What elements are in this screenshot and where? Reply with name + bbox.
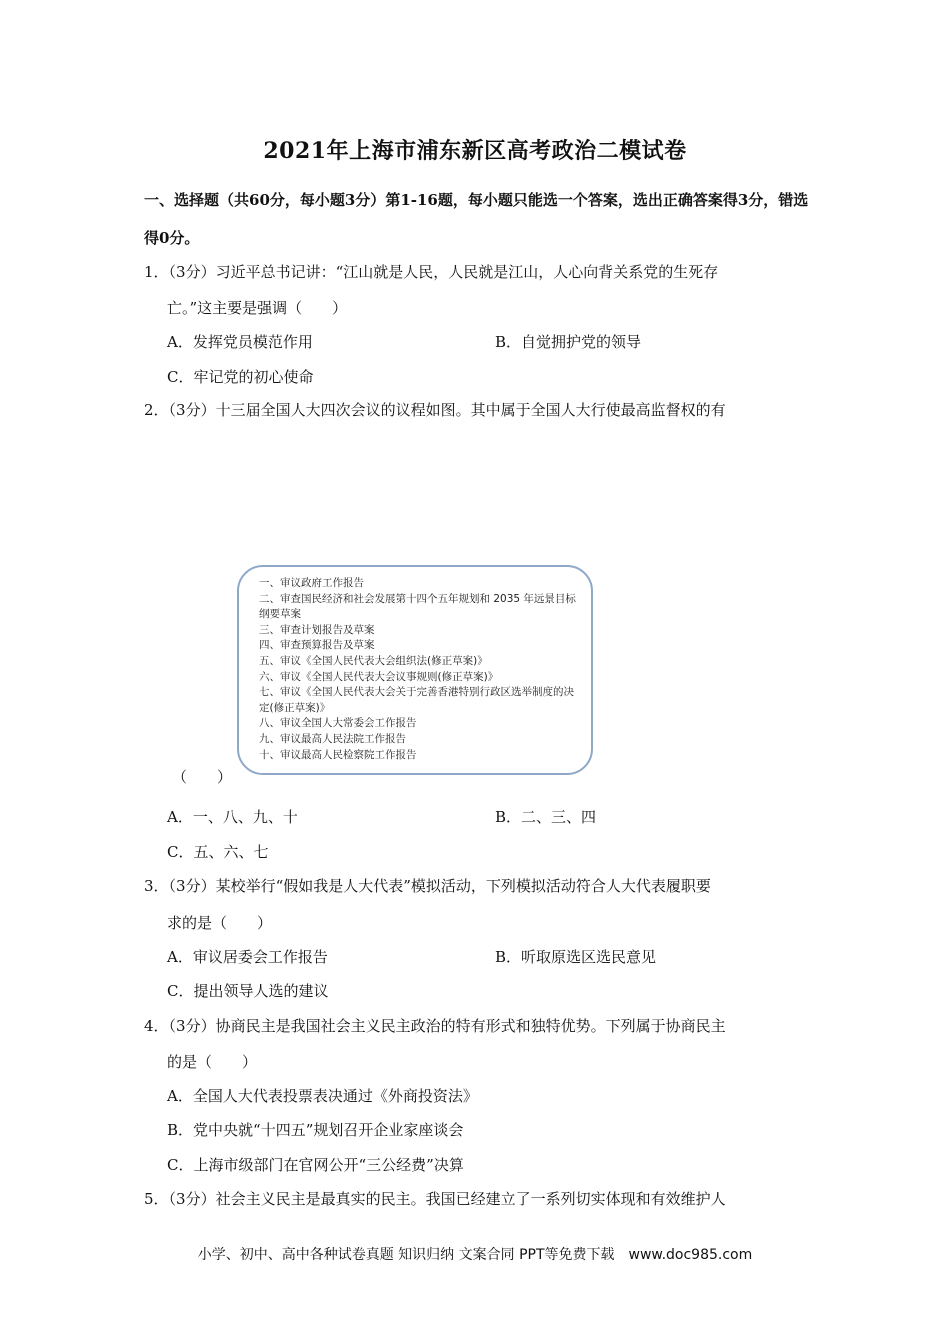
question-4-option-c: C．上海市级部门在官网公开“三公经费”决算 <box>167 1156 464 1174</box>
question-2-option-c: C．五、六、七 <box>167 843 269 861</box>
agenda-item: 一、审议政府工作报告 <box>259 577 364 589</box>
page-title: 2021年上海市浦东新区高考政治二模试卷 <box>263 138 687 164</box>
question-2-option-a: A．一、八、九、十 <box>167 808 298 826</box>
question-3-option-b: B．听取原选区选民意见 <box>495 948 657 966</box>
agenda-item: 六、审议《全国人民代表大会议事规则(修正草案)》 <box>259 670 499 683</box>
agenda-item: 十、审议最高人民检察院工作报告 <box>259 748 417 761</box>
question-2-option-b: B．二、三、四 <box>495 808 597 826</box>
agenda-item: 二、审查国民经济和社会发展第十四个五年规划和 2035 年远景目标纲要草案 <box>259 592 576 621</box>
agenda-item: 五、审议《全国人民代表大会组织法(修正草案)》 <box>259 654 488 667</box>
agenda-item: 七、审议《全国人民代表大会关于完善香港特别行政区选举制度的决定(修正草案)》 <box>259 686 574 714</box>
question-3-option-c: C．提出领导人选的建议 <box>167 982 329 1000</box>
question-3-stem: 3．（3分）某校举行“假如我是人大代表”模拟活动，下列模拟活动符合人大代表履职要 <box>144 877 711 895</box>
agenda-item: 三、审查计划报告及草案 <box>259 623 375 636</box>
question-1-option-c: C．牢记党的初心使命 <box>167 368 314 386</box>
agenda-item: 四、审查预算报告及草案 <box>259 639 375 652</box>
question-3-stem-cont: 求的是（ ） <box>167 914 273 932</box>
question-4-option-b: B．党中央就“十四五”规划召开企业家座谈会 <box>167 1121 464 1139</box>
question-1-stem-cont: 亡。”这主要是强调（ ） <box>167 299 348 317</box>
question-2-stem: 2．（3分）十三届全国人大四次会议的议程如图。其中属于全国人大行使最高监督权的有 <box>144 401 726 419</box>
question-1-option-b: B．自觉拥护党的领导 <box>495 333 642 351</box>
section-heading: 一、选择题（共60分，每小题3分）第1-16题，每小题只能选一个答案，选出正确答案得3分，错选得0分。 <box>144 191 809 247</box>
page-footer: 小学、初中、高中各种试卷真题 知识归纳 文案合同 PPT等免费下载 www.doc985.com <box>197 1247 753 1263</box>
agenda-figure <box>237 565 593 775</box>
agenda-item: 八、审议全国人大常委会工作报告 <box>259 717 417 730</box>
question-5-stem: 5．（3分）社会主义民主是最真实的民主。我国已经建立了一系列切实体现和有效维护人 <box>144 1190 726 1208</box>
agenda-item: 九、审议最高人民法院工作报告 <box>259 732 406 745</box>
question-4-stem-cont: 的是（ ） <box>167 1053 258 1071</box>
question-4-option-a: A．全国人大代表投票表决通过《外商投资法》 <box>167 1087 478 1105</box>
question-1-option-a: A．发挥党员模范作用 <box>167 333 313 351</box>
question-4-stem: 4．（3分）协商民主是我国社会主义民主政治的特有形式和独特优势。下列属于协商民主 <box>144 1017 726 1035</box>
question-2-answer-paren: （ ） <box>172 768 233 786</box>
question-1-stem: 1．（3分）习近平总书记讲：“江山就是人民，人民就是江山，人心向背关系党的生死存 <box>144 263 719 281</box>
question-3-option-a: A．审议居委会工作报告 <box>167 948 328 966</box>
